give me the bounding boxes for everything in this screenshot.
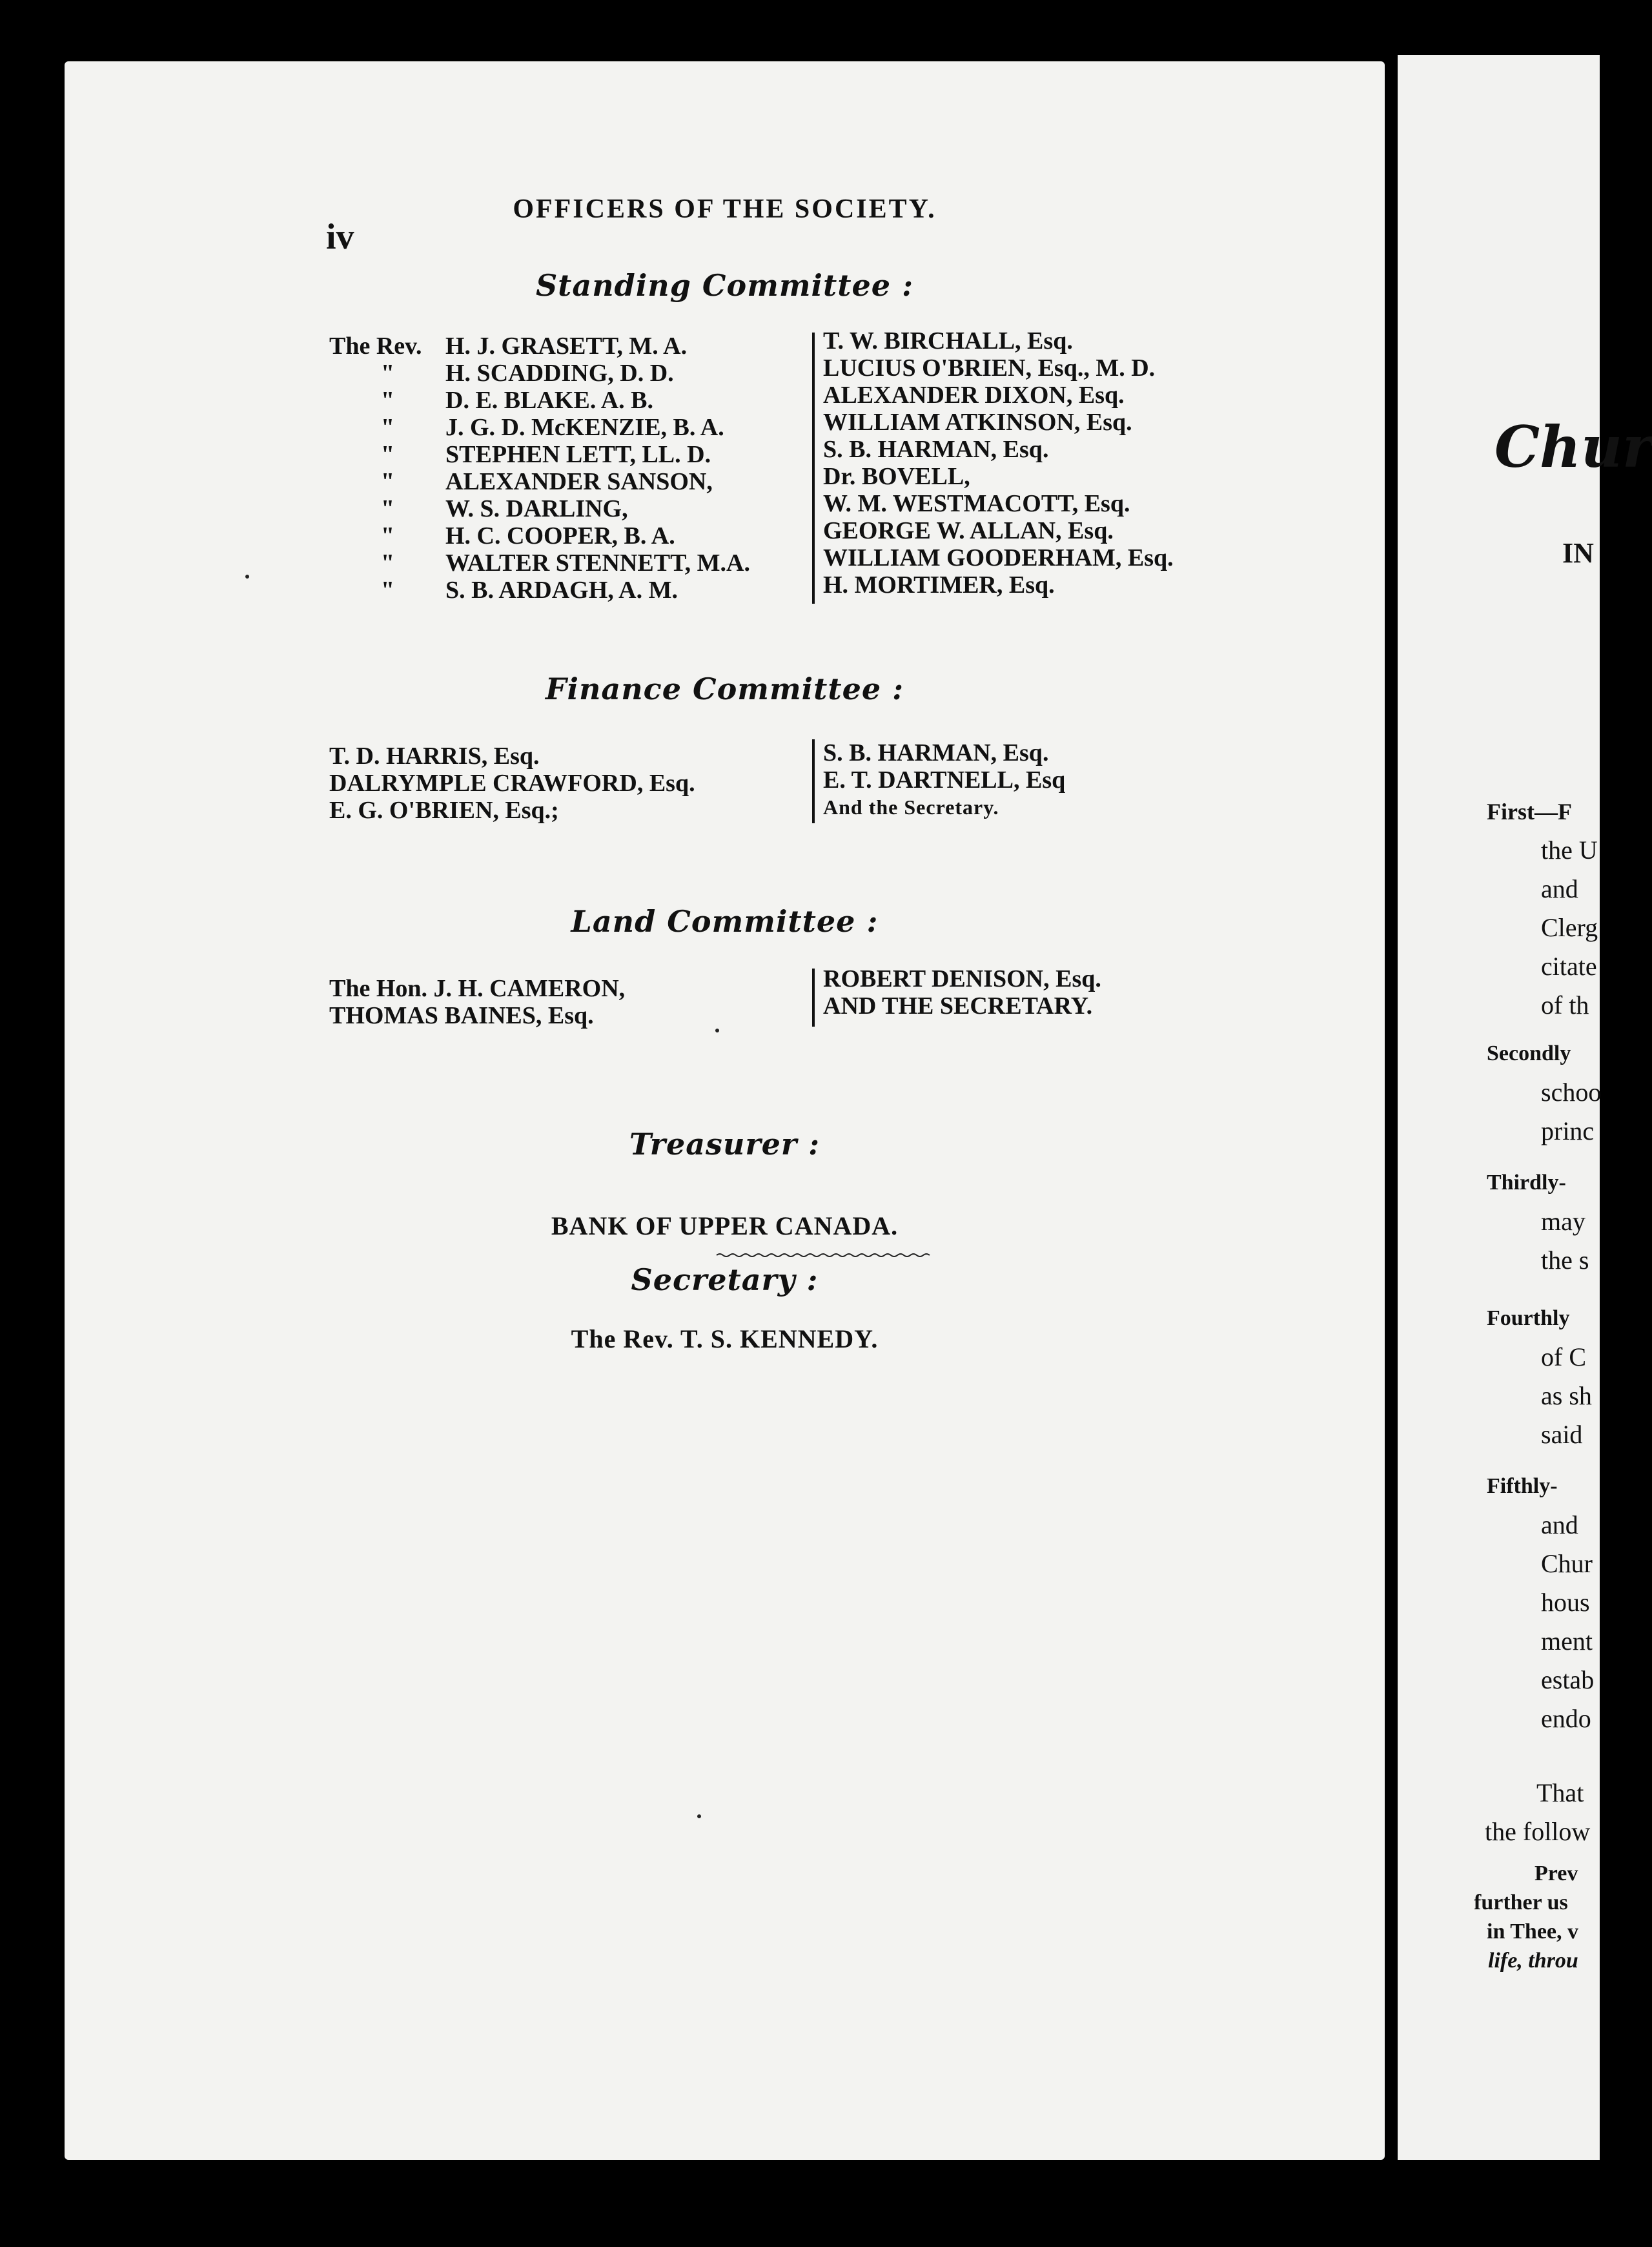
right-page-subheading: IN — [1562, 537, 1594, 569]
right-line: of th — [1541, 990, 1589, 1020]
column-divider — [812, 333, 815, 604]
right-line: endo — [1541, 1704, 1591, 1733]
ink-speck — [715, 1029, 719, 1032]
right-line: princ — [1541, 1116, 1595, 1145]
right-line: life, throu — [1488, 1949, 1578, 1973]
page-title: OFFICERS OF THE SOCIETY. — [513, 194, 937, 224]
right-line: of C — [1541, 1342, 1586, 1371]
right-line: may — [1541, 1207, 1586, 1236]
standing-right-row: T. W. BIRCHALL, Esq. — [823, 327, 1073, 354]
column-divider — [812, 739, 815, 823]
finance-right-row: S. B. HARMAN, Esq. — [823, 739, 1049, 766]
finance-committee-heading: Finance Committee : — [545, 672, 904, 706]
decorative-rule — [717, 1253, 930, 1258]
land-left-row: The Hon. J. H. CAMERON, — [329, 975, 626, 1002]
land-committee-heading: Land Committee : — [571, 904, 879, 939]
standing-right-row: GEORGE W. ALLAN, Esq. — [823, 517, 1114, 544]
right-line: the U — [1541, 836, 1598, 865]
ink-speck — [697, 1814, 701, 1818]
right-line: in Thee, v — [1487, 1920, 1579, 1944]
standing-right-row: H. MORTIMER, Esq. — [823, 571, 1055, 599]
right-line: Thirdly- — [1487, 1171, 1566, 1195]
right-line: ment — [1541, 1626, 1593, 1656]
land-left-row: THOMAS BAINES, Esq. — [329, 1002, 594, 1029]
finance-left-row: E. G. O'BRIEN, Esq.; — [329, 797, 559, 824]
standing-left-column — [329, 333, 750, 604]
standing-right-row: ALEXANDER DIXON, Esq. — [823, 382, 1125, 409]
secretary-heading: Secretary : — [631, 1262, 819, 1297]
right-line: First—F — [1487, 799, 1572, 825]
right-line: hous — [1541, 1588, 1590, 1617]
ink-speck — [245, 575, 249, 579]
right-line: further us — [1474, 1891, 1568, 1914]
treasurer-name: BANK OF UPPER CANADA. — [551, 1211, 899, 1240]
standing-right-row: WILLIAM GOODERHAM, Esq. — [823, 544, 1174, 571]
land-right-row: ROBERT DENISON, Esq. — [823, 965, 1101, 992]
right-line: and — [1541, 1510, 1578, 1539]
right-line: Secondly — [1487, 1041, 1571, 1065]
standing-committee-heading: Standing Committee : — [535, 268, 914, 303]
right-page — [1398, 55, 1652, 2160]
standing-left-row: " H. SCADDING, D. D. — [381, 360, 674, 387]
right-line: Fifthly- — [1487, 1474, 1558, 1498]
standing-left-row: " STEPHEN LETT, LL. D. — [381, 441, 711, 468]
right-line: citate — [1541, 952, 1597, 981]
standing-right-column — [823, 327, 1174, 599]
right-line: Chur — [1541, 1549, 1593, 1578]
right-line: Prev — [1535, 1862, 1578, 1885]
standing-left-row: " S. B. ARDAGH, A. M. — [381, 577, 678, 604]
standing-left-row: " ALEXANDER SANSON, — [381, 468, 713, 495]
page-number: iv — [326, 217, 354, 257]
right-line: Clerg — [1541, 913, 1598, 942]
standing-left-row: The Rev. H. J. GRASETT, M. A. — [329, 333, 688, 360]
right-line: as sh — [1541, 1381, 1592, 1410]
right-line: schoo — [1541, 1078, 1602, 1107]
standing-left-row: " WALTER STENNETT, M.A. — [381, 549, 750, 577]
finance-right-row: E. T. DARTNELL, Esq — [823, 766, 1066, 794]
right-line: Fourthly — [1487, 1306, 1570, 1330]
finance-right-column — [823, 739, 1065, 821]
standing-right-row: LUCIUS O'BRIEN, Esq., M. D. — [823, 354, 1156, 382]
right-page-heading: Chur — [1494, 413, 1652, 480]
standing-right-row: Dr. BOVELL, — [823, 463, 970, 490]
standing-right-row: S. B. HARMAN, Esq. — [823, 436, 1049, 463]
standing-left-row: " D. E. BLAKE. A. B. — [381, 387, 654, 414]
finance-left-row: T. D. HARRIS, Esq. — [329, 743, 540, 770]
standing-left-row: " H. C. COOPER, B. A. — [381, 522, 675, 549]
finance-left-row: DALRYMPLE CRAWFORD, Esq. — [329, 770, 695, 797]
land-right-row: AND THE SECRETARY. — [823, 992, 1093, 1020]
finance-left-column — [329, 743, 695, 824]
standing-right-row: WILLIAM ATKINSON, Esq. — [823, 409, 1132, 436]
treasurer-heading: Treasurer : — [629, 1127, 821, 1162]
right-line: and — [1541, 874, 1578, 903]
standing-left-row: " W. S. DARLING, — [381, 495, 628, 522]
standing-right-row: W. M. WESTMACOTT, Esq. — [823, 490, 1130, 517]
left-page — [65, 61, 1385, 2160]
right-line: said — [1541, 1420, 1583, 1449]
right-line: the s — [1541, 1246, 1589, 1275]
column-divider — [812, 969, 815, 1027]
right-line: estab — [1541, 1665, 1595, 1694]
right-line: the follow — [1485, 1817, 1591, 1846]
finance-right-row: And the Secretary. — [823, 795, 999, 819]
standing-left-row: " J. G. D. McKENZIE, B. A. — [381, 414, 724, 441]
land-left-column — [329, 975, 625, 1029]
right-line: That — [1536, 1778, 1584, 1807]
land-right-column — [823, 965, 1101, 1020]
secretary-name: The Rev. T. S. KENNEDY. — [571, 1324, 879, 1353]
